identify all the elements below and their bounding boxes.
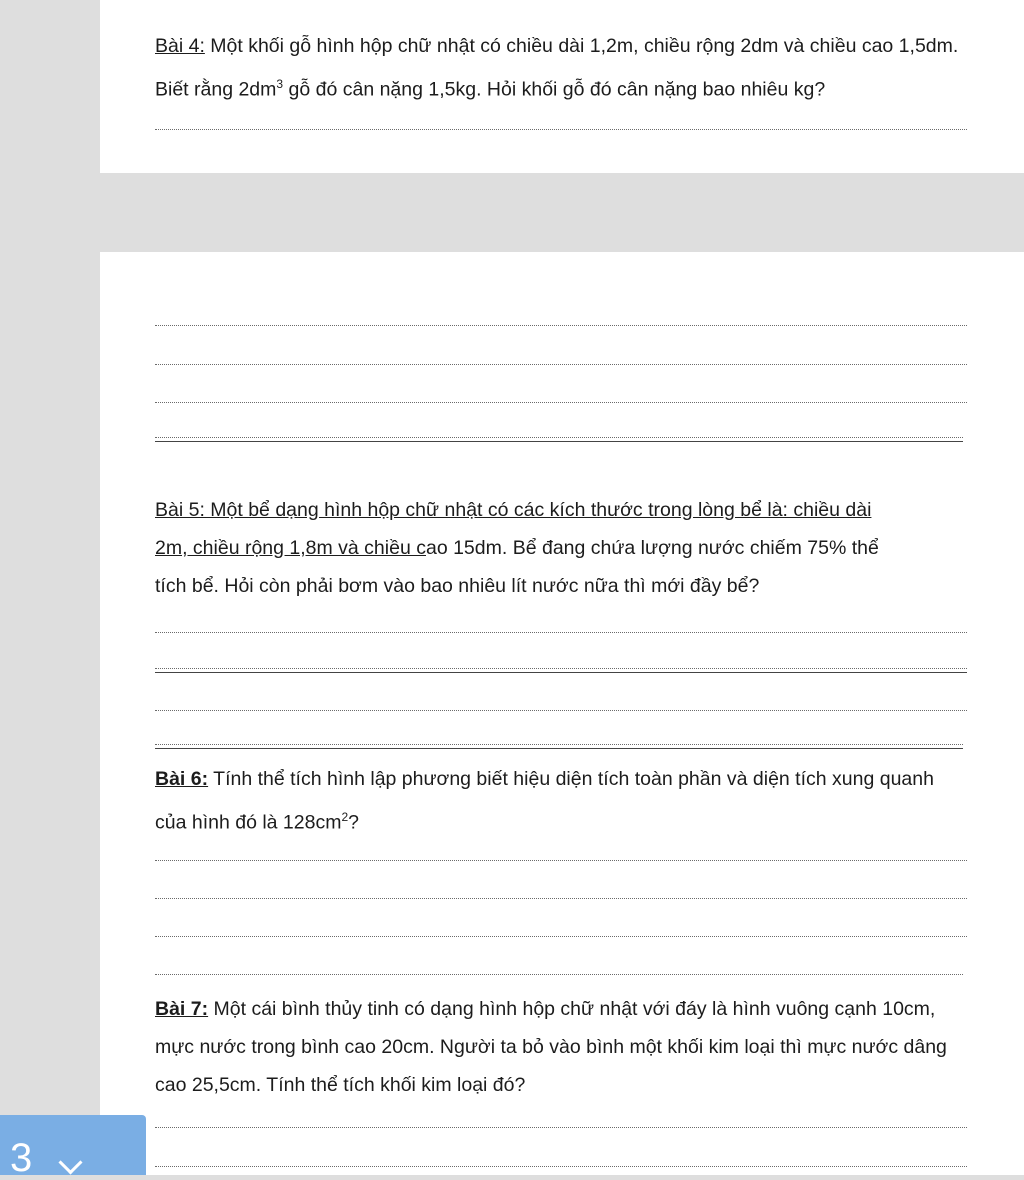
exercise-7-text: Một cái bình thủy tinh có dạng hình hộp chữ nhật với đáy là hình vuông cạnh 10cm, mực nước trong bình cao 20cm. Người ta bỏ vào bình một khối kim loại thì mực nước dâng cao 25,5cm. Tính thể tích khối kim loại đó? bbox=[155, 998, 947, 1096]
exercise-7 bbox=[155, 990, 970, 1104]
exercise-4-superscript: 3 bbox=[276, 77, 284, 91]
exercise-4-label: Bài 4: bbox=[155, 35, 205, 57]
answer-line bbox=[155, 748, 963, 749]
exercise-6-text-end: ? bbox=[348, 811, 360, 834]
answer-line bbox=[155, 1166, 967, 1167]
answer-line bbox=[155, 936, 967, 937]
answer-line bbox=[155, 974, 963, 975]
exercise-5-line-2: ao 15dm. Bể đang chứa lượng nước chiếm 75% thể bbox=[425, 537, 879, 559]
exercise-6-label: Bài 6: bbox=[155, 768, 209, 790]
answer-line bbox=[155, 898, 967, 899]
exercise-5 bbox=[155, 491, 970, 605]
exercise-6-text: Tính thể tích hình lập phương biết hiệu diện tích toàn phần và diện tích xung quanh của hình đó là 128cm bbox=[155, 768, 934, 834]
exercise-5-line-1: Bài 5: Một bể dạng hình hộp chữ nhật có các kích thước trong lòng bể là: chiều dài bbox=[155, 499, 872, 521]
page-number[interactable]: 3 bbox=[10, 1136, 33, 1180]
exercise-6-superscript: 2 bbox=[341, 810, 349, 824]
answer-line bbox=[155, 402, 967, 403]
answer-line bbox=[155, 672, 967, 673]
answer-line bbox=[155, 1127, 967, 1128]
exercise-6 bbox=[155, 760, 970, 842]
exercise-4 bbox=[155, 27, 970, 109]
answer-line bbox=[155, 129, 967, 130]
answer-line bbox=[155, 325, 967, 326]
exercise-4-text-end: gỗ đó cân nặng 1,5kg. Hỏi khối gỗ đó cân nặng bao nhiêu kg? bbox=[283, 78, 826, 101]
answer-line bbox=[155, 632, 967, 633]
answer-line bbox=[155, 860, 967, 861]
answer-line bbox=[155, 441, 963, 442]
exercise-5-line-2-underlined: 2m, chiều rộng 1,8m và chiều c bbox=[155, 537, 426, 559]
exercise-4-text: Một khối gỗ hình hộp chữ nhật có chiều dài 1,2m, chiều rộng 2dm và chiều cao 1,5dm. Biết rằng 2dm bbox=[155, 35, 959, 101]
answer-line bbox=[155, 710, 967, 711]
exercise-5-line-3: tích bể. Hỏi còn phải bơm vào bao nhiêu lít nước nữa thì mới đầy bể? bbox=[155, 575, 760, 597]
exercise-7-label: Bài 7: bbox=[155, 998, 209, 1020]
answer-line bbox=[155, 364, 967, 365]
